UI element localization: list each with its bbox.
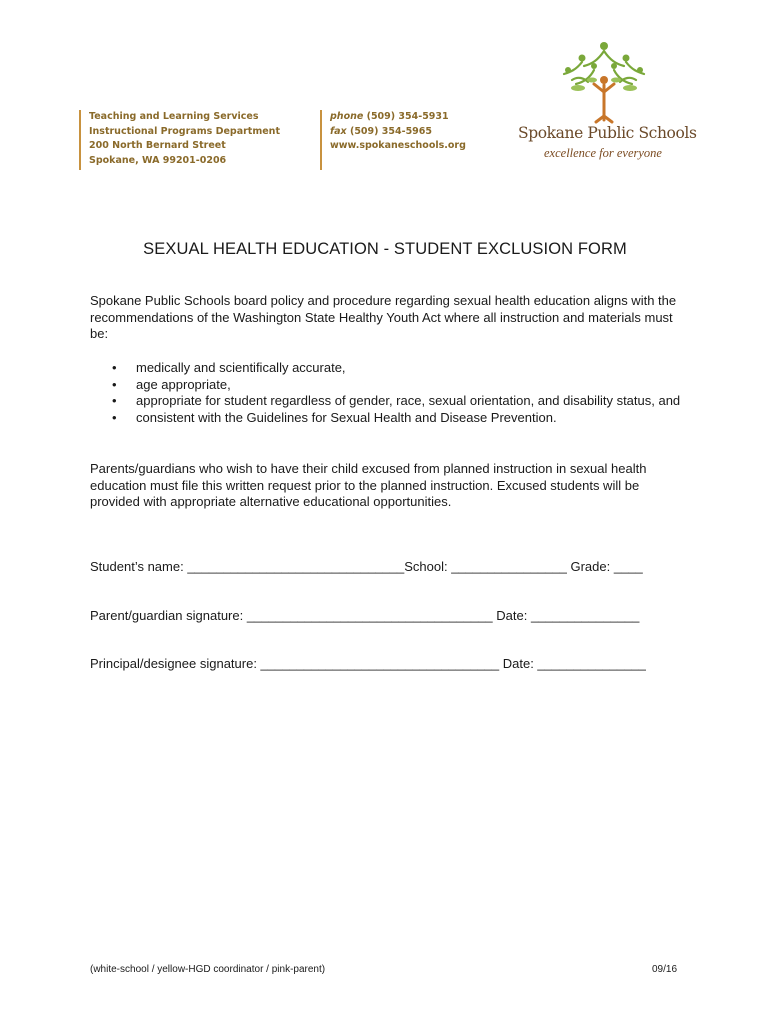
intro-paragraph: Spokane Public Schools board policy and procedure regarding sexual health education aligns with the recommendations of the Washington State Healthy Youth Act where all instruction and materials must be: <box>90 293 677 341</box>
revision-date: 09/16 <box>652 964 678 975</box>
school-logo <box>518 36 697 171</box>
list-item: • age appropriate, <box>90 377 695 394</box>
student-info-field[interactable]: Student’s name: ______________________________School: ________________ Grade: ____ <box>90 559 643 574</box>
department-line: 200 North Bernard Street <box>89 140 226 151</box>
contact-block <box>320 110 500 170</box>
fax-label: fax <box>330 125 347 137</box>
department-address-block <box>79 110 309 170</box>
department-line: Instructional Programs Department <box>89 125 280 137</box>
parents-paragraph: Parents/guardians who wish to have their child excused from planned instruction in sexual health education must file this written request prior to the planned instruction. Excused students will be provided with appropriate alternative educational opportunities. <box>90 461 647 509</box>
phone-label: phone <box>330 111 364 122</box>
copy-distribution-note: (white-school / yellow-HGD coordinator / pink-parent) <box>90 964 326 975</box>
logo-tagline: excellence for everyone <box>544 146 662 160</box>
phone-line <box>330 110 500 125</box>
requirements-list <box>90 360 695 426</box>
form-title: SEXUAL HEALTH EDUCATION - STUDENT EXCLUSION FORM <box>143 240 627 258</box>
parent-signature-field[interactable]: Parent/guardian signature: __________________________________ Date: _______________ <box>90 608 640 623</box>
list-item: • appropriate for student regardless of gender, race, sexual orientation, and disability status, and <box>90 393 695 410</box>
department-line: Spokane, WA 99201-0206 <box>89 154 227 166</box>
fax-value: (509) 354-5965 <box>346 125 433 137</box>
list-item: • medically and scientifically accurate, <box>90 360 695 377</box>
website-link[interactable]: www.spokaneschools.org <box>330 140 466 151</box>
principal-signature-field[interactable]: Principal/designee signature: _________________________________ Date: _______________ <box>90 656 646 671</box>
list-item: • consistent with the Guidelines for Sexual Health and Disease Prevention. <box>90 410 695 427</box>
department-line: Teaching and Learning Services <box>89 111 259 122</box>
phone-value: (509) 354-5931 <box>363 111 449 122</box>
tree-of-people-icon <box>554 36 654 126</box>
fax-line <box>330 125 500 140</box>
logo-name: Spokane Public Schools <box>518 124 697 142</box>
